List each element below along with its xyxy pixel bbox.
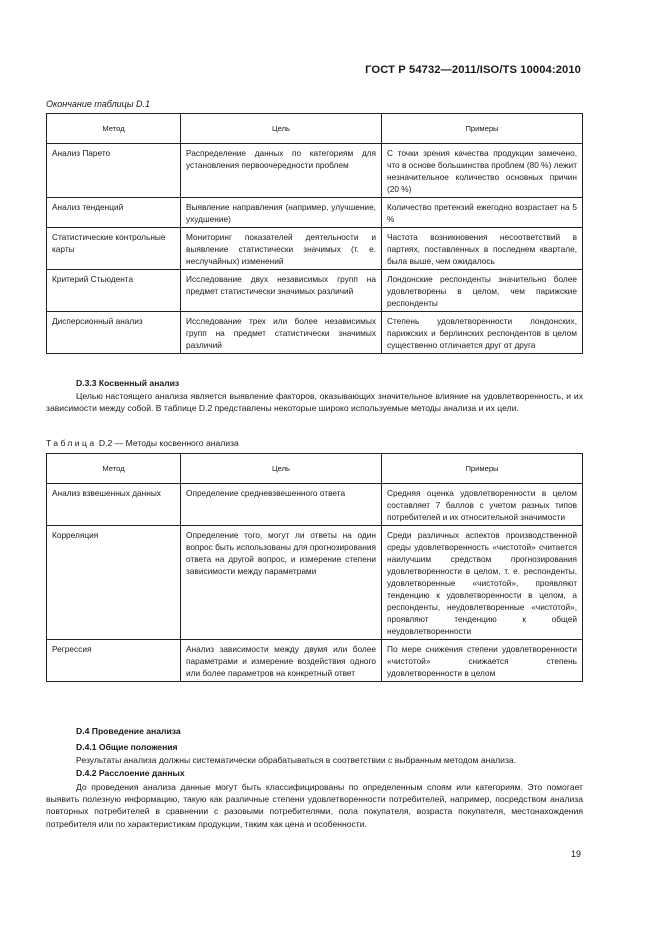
table-row bbox=[47, 270, 583, 312]
table-d1 bbox=[46, 113, 583, 354]
column-header: Примеры bbox=[382, 454, 583, 484]
table1-continuation-caption: Окончание таблицы D.1 bbox=[46, 99, 150, 109]
table-row bbox=[47, 228, 583, 270]
table-cell: Частота возникновения несоответствий в партиях, поставленных в последнем квартале, была выше, чем ожидалось bbox=[382, 228, 583, 270]
table-cell: Статистические контрольные карты bbox=[47, 228, 181, 270]
table-cell: Выявление направления (например, улучшение, ухудшение) bbox=[181, 198, 382, 228]
table-row bbox=[47, 484, 583, 526]
section-heading-d4: D.4 Проведение анализа bbox=[76, 726, 181, 736]
section-heading-d42: D.4.2 Расслоение данных bbox=[76, 768, 185, 778]
table-cell: Мониторинг показателей деятельности и выявление статистически значимых (т. е. неслучайных) изменений bbox=[181, 228, 382, 270]
section-heading-d33: D.3.3 Косвенный анализ bbox=[76, 378, 180, 388]
table-row bbox=[47, 640, 583, 682]
table-cell: Средняя оценка удовлетворенности в целом составляет 7 баллов с учетом разных типов потребителей и их относительной значимости bbox=[382, 484, 583, 526]
column-header: Цель bbox=[181, 114, 382, 144]
table-cell: Исследование двух независимых групп на предмет статистически значимых различий bbox=[181, 270, 382, 312]
table-cell: Анализ тенденций bbox=[47, 198, 181, 228]
column-header: Примеры bbox=[382, 114, 583, 144]
table-cell: Критерий Стьюдента bbox=[47, 270, 181, 312]
table-row bbox=[47, 526, 583, 640]
table2-caption-word: Таблица bbox=[46, 438, 97, 448]
section-d33-paragraph: Целью настоящего анализа является выявление факторов, оказывающих значительное влияние на удовлетворенность, и их зависимости между собой. В таблице D.2 представлены некоторые широко используемые методы анализа и их цели. bbox=[46, 391, 583, 414]
table-cell: Исследование трех или более независимых групп на предмет статистически значимых различий bbox=[181, 312, 382, 354]
table-header-row bbox=[47, 454, 583, 484]
table-cell: С точки зрения качества продукции замечено, что в основе большинства проблем (80 %) лежит незначительное количество основных причин (20 %) bbox=[382, 144, 583, 198]
standard-header: ГОСТ Р 54732—2011/ISO/TS 10004:2010 bbox=[365, 64, 581, 76]
table-cell: Распределение данных по категориям для установления первоочередности проблем bbox=[181, 144, 382, 198]
table-cell: Лондонские респонденты значительно более удовлетворены в целом, чем парижские респонденты bbox=[382, 270, 583, 312]
table-cell: Определение того, могут ли ответы на один вопрос быть использованы для прогнозирования ответа на другой вопрос, и измерение степени зависимости между параметрами bbox=[181, 526, 382, 640]
column-header: Цель bbox=[181, 454, 382, 484]
table-cell: Среди различных аспектов производственной среды удовлетворенность «чистотой» считается наилучшим средством прогнозирования удовлетворенности в целом, т. е. респонденты, удовлетворенные «чистотой», проявляют тенденцию к удовлетворенности в целом, а респонденты, неудовлетворенные «чистотой», проявляют тенденцию к общей неудовлетворенности bbox=[382, 526, 583, 640]
table-cell: Определение средневзвешенного ответа bbox=[181, 484, 382, 526]
section-heading-d41: D.4.1 Общие положения bbox=[76, 742, 178, 752]
table-header-row bbox=[47, 114, 583, 144]
table-cell: Анализ Парето bbox=[47, 144, 181, 198]
table2-caption bbox=[46, 438, 239, 448]
section-d42-paragraph: До проведения анализа данные могут быть классифицированы по определенным слоям или категориям. Это помогает выявить полезную информацию, такую как различные степени удовлетворенности потребителей, например, посредством анализа повторных потребителей в сравнении с разовыми потребителями, пола покупателя, возраста покупателя, местонахождения потребителя или по характеристикам продукции, таким как цена и особенности. bbox=[46, 782, 583, 829]
table-cell: Дисперсионный анализ bbox=[47, 312, 181, 354]
section-d41-paragraph: Результаты анализа должны систематически обрабатываться в соответствии с выбранным методом анализа. bbox=[76, 755, 517, 765]
table-cell: Регрессия bbox=[47, 640, 181, 682]
table-row bbox=[47, 312, 583, 354]
table-cell: Количество претензий ежегодно возрастает на 5 % bbox=[382, 198, 583, 228]
column-header: Метод bbox=[47, 114, 181, 144]
column-header: Метод bbox=[47, 454, 181, 484]
table-cell: Анализ взвешенных данных bbox=[47, 484, 181, 526]
table-cell: По мере снижения степени удовлетворенности «чистотой» снижается степень удовлетворенности в целом bbox=[382, 640, 583, 682]
table-cell: Анализ зависимости между двумя или более параметрами и измерение воздействия одного или более параметров на конкретный ответ bbox=[181, 640, 382, 682]
page-number: 19 bbox=[570, 849, 581, 859]
table-d2 bbox=[46, 453, 583, 682]
table2-caption-title: D.2 — Методы косвенного анализа bbox=[96, 438, 239, 448]
table-row bbox=[47, 198, 583, 228]
table-row bbox=[47, 144, 583, 198]
table-cell: Степень удовлетворенности лондонских, парижских и берлинских респондентов в целом существенно отличается друг от друга bbox=[382, 312, 583, 354]
table-cell: Корреляция bbox=[47, 526, 181, 640]
